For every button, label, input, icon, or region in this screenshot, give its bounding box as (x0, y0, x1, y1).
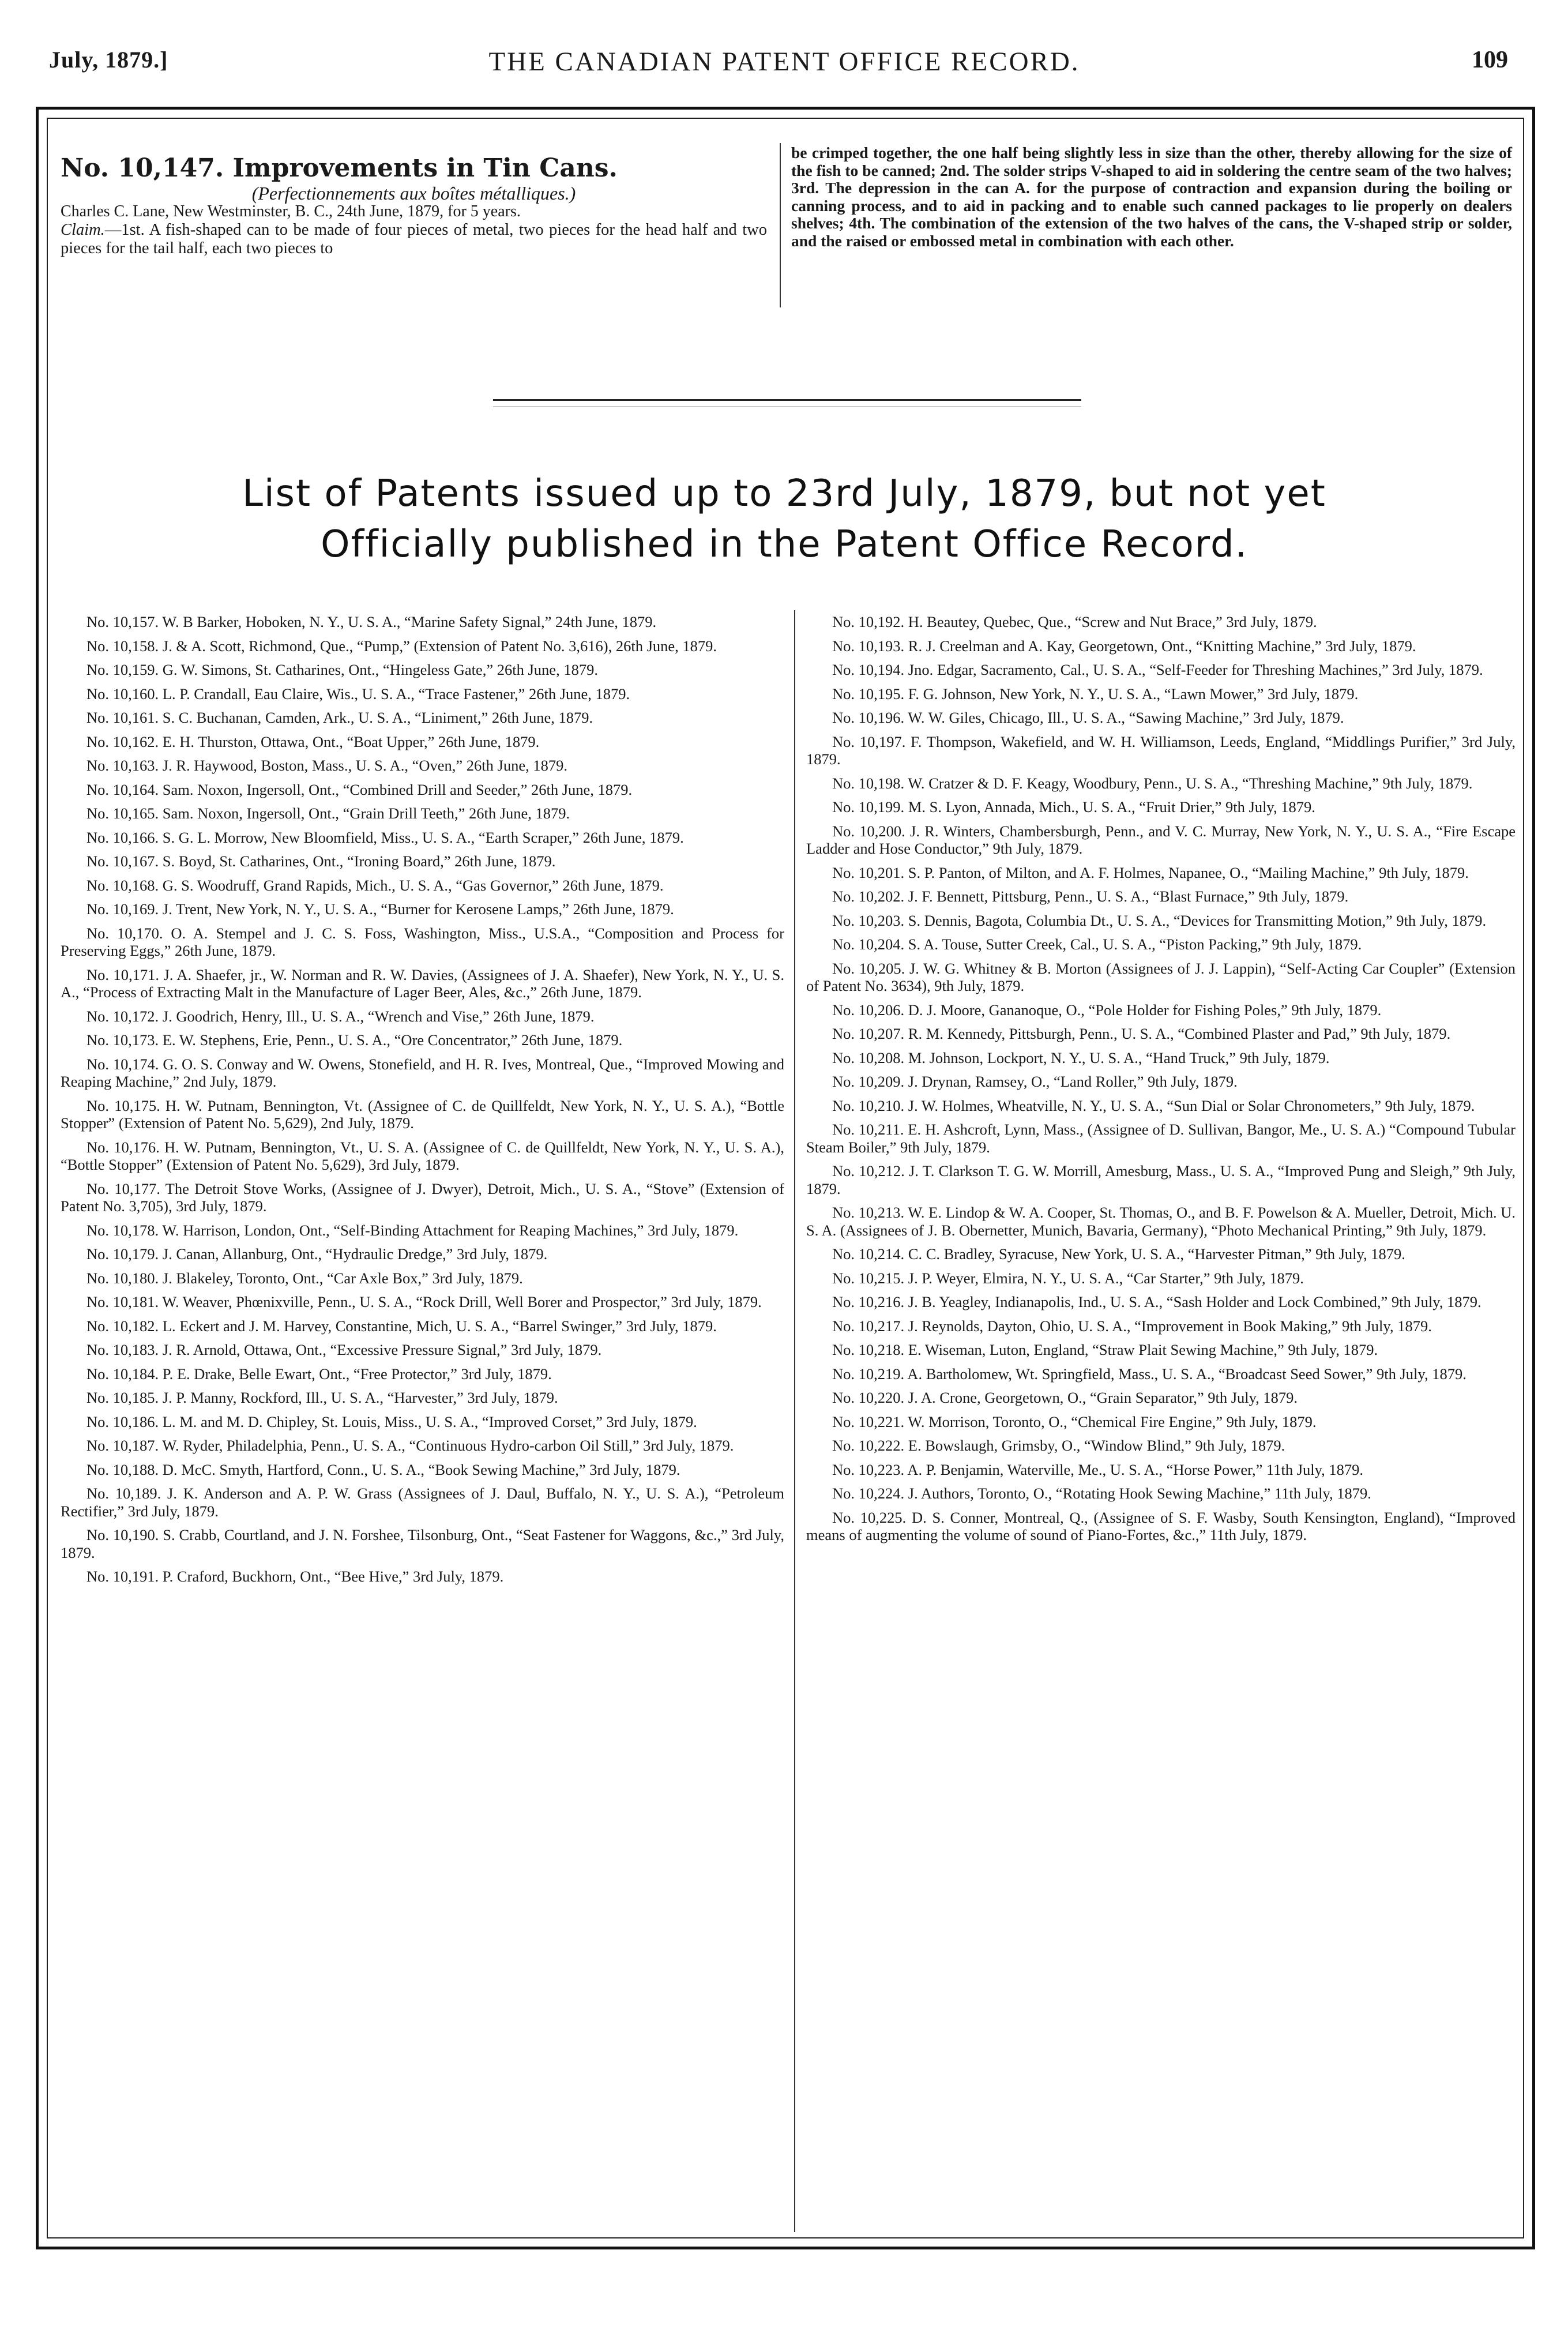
list-item: No. 10,195. F. G. Johnson, New York, N. Y., U. S. A., “Lawn Mower,” 3rd July, 1879. (832, 685, 1359, 703)
header-date: July, 1879.] (49, 47, 168, 73)
list-item: No. 10,183. J. R. Arnold, Ottawa, Ont., “Excessive Pressure Signal,” 3rd July, 1879. (87, 1341, 602, 1358)
list-item: No. 10,189. J. K. Anderson and A. P. W. Grass (Assignees of J. Daul, Buffalo, N. Y., U. S. A.), “Petroleum Rectifier,” 3rd July, 1879. (61, 1485, 784, 1520)
list-item: No. 10,217. J. Reynolds, Dayton, Ohio, U. S. A., “Improvement in Book Making,” 9th July, 1879. (832, 1317, 1432, 1335)
list-item: No. 10,190. S. Crabb, Courtland, and J. N. Forshee, Tilsonburg, Ont., “Seat Fastener for Waggons, &c.,” 3rd July, 1879. (61, 1526, 784, 1561)
patent-list-left-column (61, 613, 784, 1592)
patent-title: No. 10,147. Improvements in Tin Cans. (61, 153, 618, 183)
list-item: No. 10,194. Jno. Edgar, Sacramento, Cal., U. S. A., “Self-Feeder for Threshing Machines,” 3rd July, 1879. (832, 661, 1483, 678)
list-item: No. 10,164. Sam. Noxon, Ingersoll, Ont., “Combined Drill and Seeder,” 26th June, 1879. (87, 780, 633, 798)
list-item: No. 10,196. W. W. Giles, Chicago, Ill., U. S. A., “Sawing Machine,” 3rd July, 1879. (832, 709, 1344, 726)
list-item: No. 10,177. The Detroit Stove Works, (Assignee of J. Dwyer), Detroit, Mich., U. S. A., “Stove” (Extension of Patent No. 3,705), 3rd July, 1879. (61, 1180, 784, 1215)
patent-inventor: Charles C. Lane, New Westminster, B. C., 24th June, 1879, for 5 years. (61, 202, 521, 220)
list-item: No. 10,199. M. S. Lyon, Annada, Mich., U. S. A., “Fruit Drier,” 9th July, 1879. (832, 798, 1315, 816)
running-header (49, 46, 1520, 81)
journal-title: THE CANADIAN PATENT OFFICE RECORD. (488, 47, 1080, 77)
list-item: No. 10,207. R. M. Kennedy, Pittsburgh, Penn., U. S. A., “Combined Plaster and Pad,” 9th July, 1879. (832, 1025, 1451, 1042)
list-item: No. 10,158. J. & A. Scott, Richmond, Que., “Pump,” (Extension of Patent No. 3,616), 26th June, 1879. (87, 637, 717, 655)
list-item: No. 10,187. W. Ryder, Philadelphia, Penn., U. S. A., “Continuous Hydro-carbon Oil Still,” 3rd July, 1879. (87, 1437, 734, 1454)
list-item: No. 10,208. M. Johnson, Lockport, N. Y., U. S. A., “Hand Truck,” 9th July, 1879. (832, 1049, 1330, 1066)
list-item: No. 10,223. A. P. Benjamin, Waterville, Me., U. S. A., “Horse Power,” 11th July, 1879. (832, 1460, 1364, 1478)
list-item: No. 10,200. J. R. Winters, Chambersburgh, Penn., and V. C. Murray, New York, N. Y., U. S. A., “Fire Escape Ladder and Hose Conductor,” 9th July, 1879. (806, 822, 1516, 857)
list-item: No. 10,192. H. Beautey, Quebec, Que., “Screw and Nut Brace,” 3rd July, 1879. (832, 613, 1317, 630)
list-item: No. 10,166. S. G. L. Morrow, New Bloomfield, Miss., U. S. A., “Earth Scraper,” 26th June, 1879. (87, 828, 684, 846)
list-item: No. 10,212. J. T. Clarkson T. G. W. Morrill, Amesburg, Mass., U. S. A., “Improved Pung and Sleigh,” 9th July, 1879. (806, 1162, 1516, 1197)
column-divider-top (780, 143, 781, 307)
list-item: No. 10,188. D. McC. Smyth, Hartford, Conn., U. S. A., “Book Sewing Machine,” 3rd July, 1879. (87, 1460, 680, 1478)
list-item: No. 10,185. J. P. Manny, Rockford, Ill., U. S. A., “Harvester,” 3rd July, 1879. (87, 1389, 558, 1406)
list-item: No. 10,219. A. Bartholomew, Wt. Springfield, Mass., U. S. A., “Broadcast Seed Sower,” 9th July, 1879. (832, 1365, 1467, 1383)
list-item: No. 10,167. S. Boyd, St. Catharines, Ont., “Ironing Board,” 26th June, 1879. (87, 852, 556, 870)
list-item: No. 10,172. J. Goodrich, Henry, Ill., U. S. A., “Wrench and Vise,” 26th June, 1879. (87, 1007, 595, 1025)
list-item: No. 10,218. E. Wiseman, Luton, England, “Straw Plait Sewing Machine,” 9th July, 1879. (832, 1341, 1378, 1358)
list-item: No. 10,182. L. Eckert and J. M. Harvey, Constantine, Mich, U. S. A., “Barrel Swinger,” 3rd July, 1879. (87, 1317, 717, 1335)
patent-right-column (791, 144, 1512, 250)
patent-left-column (61, 153, 767, 258)
list-item: No. 10,176. H. W. Putnam, Bennington, Vt., U. S. A. (Assignee of C. de Quillfeldt, New York, N. Y., U. S. A.), “Bottle Stopper” (Extension of Patent No. 5,629), 3rd July, 1879. (61, 1138, 784, 1173)
list-item: No. 10,191. P. Craford, Buckhorn, Ont., “Bee Hive,” 3rd July, 1879. (87, 1568, 504, 1585)
list-item: No. 10,210. J. W. Holmes, Wheatville, N. Y., U. S. A., “Sun Dial or Solar Chronometers,” 9th July, 1879. (832, 1096, 1475, 1114)
claim-text-right: be crimped together, the one half being slightly less in size than the other, thereby allowing for the size of the fish to be canned; 2nd. The solder strips V-shaped to aid in soldering the centre seam of the two halves; 3rd. The depression in the can A. for the purpose of contraction and expansion during the boiling or canning process, and to aid in packing and to enable such canned packages to lie properly on dealers shelves; 4th. The combination of the extension of the two halves of the cans, the V-shaped strip or solder, and the raised or embossed metal in combination with each other. (791, 144, 1512, 250)
list-item: No. 10,216. J. B. Yeagley, Indianapolis, Ind., U. S. A., “Sash Holder and Lock Combined,” 9th July, 1879. (832, 1293, 1481, 1310)
list-item: No. 10,161. S. C. Buchanan, Camden, Ark., U. S. A., “Liniment,” 26th June, 1879. (87, 709, 593, 726)
list-item: No. 10,197. F. Thompson, Wakefield, and W. H. Williamson, Leeds, England, “Middlings Purifier,” 3rd July, 1879. (806, 733, 1516, 768)
list-item: No. 10,179. J. Canan, Allanburg, Ont., “Hydraulic Dredge,” 3rd July, 1879. (87, 1245, 548, 1263)
list-item: No. 10,213. W. E. Lindop & W. A. Cooper, St. Thomas, O., and B. F. Powelson & A. Mueller, Detroit, Mich. U. S. A. (Assignees of J. B. Obernetter, Munich, Bavaria, Germany), “Photo Mechanical Printing,” 9th July, 1879. (806, 1204, 1516, 1239)
list-item: No. 10,214. C. C. Bradley, Syracuse, New York, U. S. A., “Harvester Pitman,” 9th July, 1879. (832, 1245, 1405, 1263)
list-item: No. 10,165. Sam. Noxon, Ingersoll, Ont., “Grain Drill Teeth,” 26th June, 1879. (87, 805, 570, 822)
patent-list-right-column (806, 613, 1516, 1550)
list-item: No. 10,224. J. Authors, Toronto, O., “Rotating Hook Sewing Machine,” 11th July, 1879. (832, 1485, 1371, 1502)
list-heading (52, 468, 1517, 570)
list-item: No. 10,169. J. Trent, New York, N. Y., U. S. A., “Burner for Kerosene Lamps,” 26th June, 1879. (87, 900, 674, 918)
list-item: No. 10,198. W. Cratzer & D. F. Keagy, Woodbury, Penn., U. S. A., “Threshing Machine,” 9th July, 1879. (832, 774, 1473, 792)
claim-label: Claim. (61, 221, 105, 239)
list-item: No. 10,203. S. Dennis, Bagota, Columbia Dt., U. S. A., “Devices for Transmitting Motion,” 9th July, 1879. (832, 911, 1487, 929)
claim-text-left: —1st. A fish-shaped can to be made of four pieces of metal, two pieces for the head half and two pieces for the tail half, each two pieces to (61, 221, 767, 257)
list-item: No. 10,193. R. J. Creelman and A. Kay, Georgetown, Ont., “Knitting Machine,” 3rd July, 1879. (832, 637, 1416, 655)
list-item: No. 10,160. L. P. Crandall, Eau Claire, Wis., U. S. A., “Trace Fastener,” 26th June, 1879. (87, 685, 630, 703)
list-item: No. 10,209. J. Drynan, Ramsey, O., “Land Roller,” 9th July, 1879. (832, 1073, 1238, 1090)
page-number: 109 (1472, 47, 1508, 73)
patent-claim (61, 221, 767, 258)
list-item: No. 10,221. W. Morrison, Toronto, O., “Chemical Fire Engine,” 9th July, 1879. (832, 1413, 1317, 1430)
list-item: No. 10,181. W. Weaver, Phœnixville, Penn., U. S. A., “Rock Drill, Well Borer and Prospector,” 3rd July, 1879. (87, 1293, 762, 1310)
list-item: No. 10,157. W. B Barker, Hoboken, N. Y., U. S. A., “Marine Safety Signal,” 24th June, 1879. (87, 613, 657, 630)
list-item: No. 10,225. D. S. Conner, Montreal, Q., (Assignee of S. F. Wasby, South Kensington, England), “Improved means of augmenting the volume of sound of Piano-Fortes, &c.,” 11th July, 1879. (806, 1508, 1516, 1543)
list-item: No. 10,171. J. A. Shaefer, jr., W. Norman and R. W. Davies, (Assignees of J. A. Shaefer), New York, N. Y., U. S. A., “Process of Extracting Malt in the Manufacture of Lager Beer, Ales, &c.,” 26th June, 1879. (61, 966, 784, 1001)
list-heading-line-1: List of Patents issued up to 23rd July, 1879, but not yet (242, 472, 1326, 515)
list-item: No. 10,173. E. W. Stephens, Erie, Penn., U. S. A., “Ore Concentrator,” 26th June, 1879. (87, 1031, 623, 1049)
list-item: No. 10,162. E. H. Thurston, Ottawa, Ont., “Boat Upper,” 26th June, 1879. (87, 733, 540, 750)
list-item: No. 10,215. J. P. Weyer, Elmira, N. Y., U. S. A., “Car Starter,” 9th July, 1879. (832, 1269, 1304, 1287)
list-item: No. 10,174. G. O. S. Conway and W. Owens, Stonefield, and H. R. Ives, Montreal, Que., “Improved Mowing and Reaping Machine,” 2nd July, 1879. (61, 1055, 784, 1090)
list-item: No. 10,220. J. A. Crone, Georgetown, O., “Grain Separator,” 9th July, 1879. (832, 1389, 1298, 1406)
list-item: No. 10,186. L. M. and M. D. Chipley, St. Louis, Miss., U. S. A., “Improved Corset,” 3rd July, 1879. (87, 1413, 697, 1430)
list-item: No. 10,178. W. Harrison, London, Ont., “Self-Binding Attachment for Reaping Machines,” 3rd July, 1879. (87, 1221, 739, 1239)
list-heading-line-2: Officially published in the Patent Office Record. (321, 523, 1248, 566)
list-item: No. 10,201. S. P. Panton, of Milton, and A. F. Holmes, Napanee, O., “Mailing Machine,” 9th July, 1879. (832, 863, 1469, 881)
list-item: No. 10,170. O. A. Stempel and J. C. S. Foss, Washington, Miss., U.S.A., “Composition and Process for Preserving Eggs,” 26th June, 1879. (61, 924, 784, 959)
list-item: No. 10,211. E. H. Ashcroft, Lynn, Mass., (Assignee of D. Sullivan, Bangor, Me., U. S. A.) “Compound Tubular Steam Boiler,” 9th July, 1879. (806, 1121, 1516, 1156)
column-divider-list (794, 610, 795, 2232)
patent-french-title: (Perfectionnements aux boîtes métalliques.) (251, 183, 576, 204)
list-item: No. 10,159. G. W. Simons, St. Catharines, Ont., “Hingeless Gate,” 26th June, 1879. (87, 661, 598, 678)
list-item: No. 10,222. E. Bowslaugh, Grimsby, O., “Window Blind,” 9th July, 1879. (832, 1437, 1285, 1454)
list-item: No. 10,184. P. E. Drake, Belle Ewart, Ont., “Free Protector,” 3rd July, 1879. (87, 1365, 552, 1383)
list-item: No. 10,168. G. S. Woodruff, Grand Rapids, Mich., U. S. A., “Gas Governor,” 26th June, 1879. (87, 876, 664, 894)
list-item: No. 10,175. H. W. Putnam, Bennington, Vt. (Assignee of C. de Quillfeldt, New York, N. Y., U. S. A.), “Bottle Stopper” (Extension of Patent No. 5,629), 2nd July, 1879. (61, 1096, 784, 1132)
list-item: No. 10,180. J. Blakeley, Toronto, Ont., “Car Axle Box,” 3rd July, 1879. (87, 1269, 523, 1287)
list-item: No. 10,204. S. A. Touse, Sutter Creek, Cal., U. S. A., “Piston Packing,” 9th July, 1879. (832, 936, 1362, 953)
list-item: No. 10,202. J. F. Bennett, Pittsburg, Penn., U. S. A., “Blast Furnace,” 9th July, 1879. (832, 888, 1349, 905)
list-item: No. 10,163. J. R. Haywood, Boston, Mass., U. S. A., “Oven,” 26th June, 1879. (87, 757, 567, 774)
list-item: No. 10,205. J. W. G. Whitney & B. Morton (Assignees of J. J. Lappin), “Self-Acting Car Coupler” (Extension of Patent No. 3634), 9th July, 1879. (806, 959, 1516, 994)
list-item: No. 10,206. D. J. Moore, Gananoque, O., “Pole Holder for Fishing Poles,” 9th July, 1879. (832, 1001, 1382, 1019)
section-separator (493, 399, 1081, 401)
